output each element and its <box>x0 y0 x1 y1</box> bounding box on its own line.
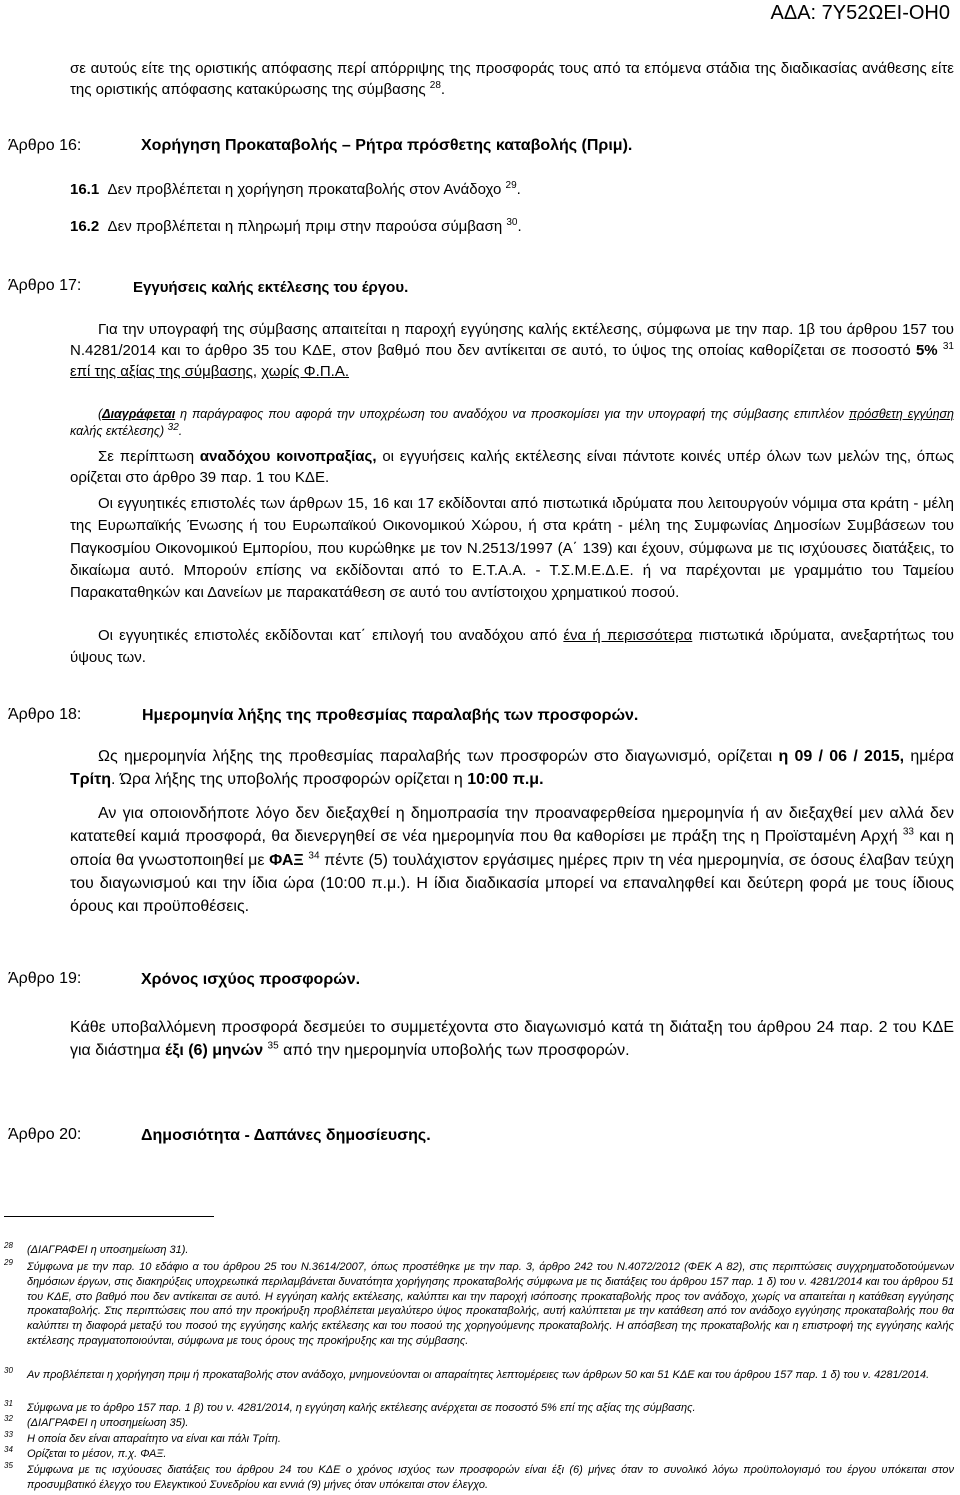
article-18-p1-day-label: ημέρα <box>910 748 954 765</box>
footnote-32 <box>4 1416 954 1431</box>
footnote-number: 35 <box>4 1461 13 1470</box>
deadline-day: Τρίτη <box>70 771 112 788</box>
article-17-paragraph-5 <box>70 625 954 670</box>
footnote-31 <box>4 1401 954 1416</box>
footnote-text: Η οποία δεν είναι απαραίτητο να είναι και πάλι Τρίτη. <box>27 1433 281 1445</box>
article-18-p1-time-label: . Ώρα λήξης της υποβολής προσφορών ορίζεται η <box>111 771 463 788</box>
article-19-label: Άρθρο 19: <box>8 970 82 987</box>
article-17-p3-text: Σε περίπτωση <box>98 448 195 465</box>
footnote-35 <box>4 1463 954 1493</box>
footnote-33 <box>4 1432 954 1447</box>
footnote-number: 31 <box>4 1399 13 1408</box>
article-18-paragraph-1 <box>70 745 954 791</box>
article-19-p1-text: Κάθε υποβαλλόμενη προσφορά δεσμεύει το συμμετέχοντα στο διαγωνισμό κατά τη διάταξη του άρθρου 24 παρ. 2 του ΚΔΕ για διάστημα <box>70 1019 954 1059</box>
footnote-text: Ορίζεται το μέσον, π.χ. ΦΑΞ. <box>27 1448 167 1460</box>
footnote-text: Σύμφωνα με τις ισχύουσες διατάξεις του άρθρου 24 του ΚΔΕ ο χρόνος ισχύος των προσφορών είναι έξι (6) μήνες όταν το συνολικό λόγω προϋπολογισμό του έργου υπόκειται στον προσυμβατικό έλεγχο του Ελεγκτικού Συνεδρίου και εννιά (9) μήνες όταν υπόκειται στον έλεγχο. <box>27 1464 954 1491</box>
article-18-p2-text: Αν για οποιονδήποτε λόγο δεν διεξαχθεί η δημοπρασία την προαναφερθείσα ημερομηνία ή αν διεξαχθεί μεν αλλά δεν κατατεθεί καμιά προσφορά, θα διενεργηθεί σε νέα ημερομηνία που θα καθορίσει με πράξη της η Προϊσταμένη Αρχή <box>70 805 954 846</box>
intro-text: σε αυτούς είτε της οριστικής απόφασης περί απόρριψης της προσφοράς τους από τα επόμενα στάδια της διαδικασίας ανάθεσης είτε της οριστικής απόφασης κατακύρωσης της σύμβασης <box>70 60 954 98</box>
intro-paragraph: σε αυτούς είτε της οριστικής απόφασης περί απόρριψης της προσφοράς τους από τα επόμενα στάδια της διαδικασίας ανάθεσης είτε της οριστικής απόφασης κατακύρωσης της σύμβασης $^{28}$. <box>70 60 954 98</box>
article-17-p5-underlined: ένα ή περισσότερα <box>563 627 693 644</box>
article-17-p1-underlined: επί της αξίας της σύμβασης, <box>70 363 258 380</box>
section-16-2-number: 16.2 <box>70 218 100 235</box>
validity-period: έξι (6) μηνών <box>164 1042 264 1059</box>
footnote-text: Σύμφωνα με το άρθρο 157 παρ. 1 β) του ν. 4281/2014, η εγγύηση καλής εκτέλεσης ανέρχεται σε ποσοστό 5% επί της αξίας της σύμβασης. <box>27 1402 696 1414</box>
article-18-p1-text: Ως ημερομηνία λήξης της προθεσμίας παραλαβής των προσφορών στο διαγωνισμό, ορίζεται <box>98 748 773 765</box>
section-16-1-text: Δεν προβλέπεται η χορήγηση προκαταβολής στον Ανάδοχο <box>107 181 502 198</box>
article-17-paragraph-3 <box>70 446 954 488</box>
article-17-p2-text: η παράγραφος που αφορά την υποχρέωση του αναδόχου να προσκομίσει για την υπογραφή της σύμβασης επιπλέον <box>180 407 844 421</box>
footnote-ref-29[interactable]: 29 <box>505 180 517 191</box>
deadline-time: 10:00 π.μ. <box>467 771 544 788</box>
footnote-number: 32 <box>4 1414 13 1423</box>
footnote-text: (ΔΙΑΓΡΑΦΕΙ η υποσημείωση 31). <box>27 1244 189 1256</box>
footnote-30 <box>4 1368 954 1383</box>
article-19-paragraph-1 <box>70 1016 954 1062</box>
article-17-p1-tail: χωρίς Φ.Π.Α. <box>261 363 349 380</box>
article-17-p2-underlined: πρόσθετη εγγύηση <box>848 407 954 421</box>
article-17-title: Εγγυήσεις καλής εκτέλεσης του έργου. <box>133 279 409 296</box>
article-17-p2-text-end: καλής εκτέλεσης) <box>70 424 165 438</box>
article-18-p2-text-end: πέντε (5) τουλάχιστον εργάσιμες ημέρες πριν τη νέα ημερομηνία, σε όσους έλαβαν τεύχη του διαγωνισμού και την ίδια ώρα (10:00 π.μ.). Η ίδια διαδικασία μπορεί να επαναληφθεί και δεύτερη φορά με τους ίδιους όρους και προϋποθέσεις. <box>70 851 955 916</box>
article-18-title: Ημερομηνία λήξης της προθεσμίας παραλαβής των προσφορών. <box>142 707 639 724</box>
article-17-paragraph-2: (Διαγράφεται η παράγραφος που αφορά την υποχρέωση του αναδόχου να προσκομίσει για την υπογραφή της σύμβασης επιπλέον πρόσθετη εγγύηση καλής εκτέλεσης) $^{32}$. <box>70 407 954 438</box>
footnote-separator <box>4 1216 214 1217</box>
ada-code: ΑΔΑ: 7Υ52ΩΕΙ-ΟΗ0 <box>770 2 950 24</box>
footnote-ref-35[interactable]: 35 <box>267 1040 279 1052</box>
footnote-ref-31[interactable]: 31 <box>942 341 954 352</box>
section-16-2-text: Δεν προβλέπεται η πληρωμή πριμ στην παρούσα σύμβαση <box>107 218 503 235</box>
section-16-1-number: 16.1 <box>70 181 100 198</box>
article-16-label: Άρθρο 16: <box>8 137 82 154</box>
article-17-p2-open: ( <box>98 407 103 421</box>
deadline-date: η 09 / 06 / 2015, <box>778 748 905 765</box>
footnote-number: 28 <box>4 1241 13 1250</box>
article-17-paragraph-1 <box>70 319 954 382</box>
footnote-number: 29 <box>4 1258 13 1267</box>
article-19-title: Χρόνος ισχύος προσφορών. <box>141 971 361 988</box>
article-17-p5-text-end: πιστωτικά ιδρύματα, ανεξαρτήτως του ύψους των. <box>70 627 954 667</box>
footnote-number: 34 <box>4 1445 13 1454</box>
article-17-label: Άρθρο 17: <box>8 277 82 294</box>
article-20-title: Δημοσιότητα - Δαπάνες δημοσίευσης. <box>141 1127 431 1144</box>
article-20-label: Άρθρο 20: <box>8 1126 82 1143</box>
article-17-p2-deleted: Διαγράφεται <box>102 407 176 421</box>
guarantee-percent: 5% <box>915 342 938 359</box>
article-19-p1-text-end: από την ημερομηνία υποβολής των προσφορών. <box>283 1042 630 1059</box>
section-16-1: 16.1 Δεν προβλέπεται η χορήγηση προκαταβολής στον Ανάδοχο $^{29}$. <box>70 180 521 198</box>
footnote-ref-30[interactable]: 30 <box>506 217 518 228</box>
joint-venture-term: αναδόχου κοινοπραξίας, <box>199 448 377 465</box>
footnote-number: 33 <box>4 1430 13 1439</box>
footnote-29 <box>4 1260 954 1349</box>
section-16-2: 16.2 Δεν προβλέπεται η πληρωμή πριμ στην παρούσα σύμβαση $^{30}$. <box>70 217 522 235</box>
article-18-paragraph-2 <box>70 802 954 918</box>
article-17-paragraph-4: Οι εγγυητικές επιστολές των άρθρων 15, 16 και 17 εκδίδονται από πιστωτικά ιδρύματα που λειτουργούν νόμιμα στα κράτη - μέλη της Ευρωπαϊκής Ένωσης ή του Ευρωπαϊκού Οικονομικού Χώρου, ή στα κράτη - μέλη της Συμφωνίας Δημοσίων Συμβάσεων του Παγκοσμίου Οικονομικού Εμπορίου, που κυρώθηκε με τον Ν.2513/1997 (Α΄ 139) και έχουν, σύμφωνα με τις ισχύουσες διατάξεις, το δικαίωμα αυτό. Μπορούν επίσης να εκδίδονται από το Ε.Τ.Α.Α. - Τ.Σ.Μ.Ε.Δ.Ε. ή να παρέχονται με γραμμάτιο του Ταμείου Παρακαταθηκών και Δανείων με παρακατάθεση σε αυτό του αντίστοιχου χρηματικού ποσού. <box>70 495 954 602</box>
footnote-text: Σύμφωνα με την παρ. 10 εδάφιο α του άρθρου 25 του Ν.3614/2007, όπως προστέθηκε με την παρ. 3, άρθρο 242 του Ν.4072/2012 (ΦΕΚ Α 82), στις περιπτώσεις συγχρηματοδοτούμενων δημόσιων έργων, στις διακηρύξεις υποχρεωτικά περιλαμβάνεται δυνατότητα χορήγησης προκαταβολής σύμφωνα με τις διατάξεις του άρθρου 157 παρ. 1 δ) του ν. 4281/2014 και του άρθρου 51 του ΚΔΕ, στο βαθμό που δεν αντίκειται σε αυτό. Η εγγύηση καλής εκτέλεσης, καλύπτει και την παροχή ισόποσης προκαταβολής προς τον ανάδοχο, χωρίς να απαιτείται η κατάθεση εγγύησης προκαταβολής. Στις περιπτώσεις που από την προκήρυξη προβλέπεται μεγαλύτερο ύψος προκαταβολής, αυτή καλύπτεται με την κατάθεση από τον ανάδοχο εγγύησης προκαταβολής που θα καλύπτει τη διαφορά μεταξύ του ποσού της εγγύησης καλής εκτέλεσης και του ποσού της χορηγούμενης προκαταβολής. Η απόσβεση της προκαταβολής και η επιστροφή της εγγύησης καλής εκτέλεσης πραγματοποιούνται, σύμφωνα με τους όρους της προκήρυξης και της σύμβασης. <box>27 1261 954 1347</box>
footnote-34 <box>4 1447 954 1462</box>
fax-term: ΦΑΞ <box>269 851 304 869</box>
footnote-ref-34[interactable]: 34 <box>308 850 320 862</box>
article-17-p3-text-end: οι εγγυήσεις καλής εκτέλεσης είναι πάντοτε κοινές υπέρ όλων των μελών της, όπως ορίζεται στο άρθρο 39 παρ. 1 του ΚΔΕ. <box>70 448 955 486</box>
footnote-ref-32[interactable]: 32 <box>167 421 179 433</box>
article-18-p2-text-mid: και η οποία θα γνωστοποιηθεί με <box>70 828 954 869</box>
footnote-ref-28[interactable]: 28 <box>429 80 441 91</box>
footnote-text: (ΔΙΑΓΡΑΦΕΙ η υποσημείωση 35). <box>27 1417 189 1429</box>
article-16-title: Χορήγηση Προκαταβολής – Ρήτρα πρόσθετης καταβολής (Πριμ). <box>141 137 633 154</box>
footnote-text: Αν προβλέπεται η χορήγηση πριμ ή προκαταβολής στον ανάδοχο, μνημονεύονται οι απαραίτητες λεπτομέρειες των άρθρων 50 και 51 ΚΔΕ και του άρθρου 157 παρ. 1 δ) του ν. 4281/2014. <box>27 1369 930 1381</box>
footnote-ref-33[interactable]: 33 <box>902 826 914 838</box>
footnote-number: 30 <box>4 1366 13 1375</box>
article-17-p5-text: Οι εγγυητικές επιστολές εκδίδονται κατ΄ επιλογή του αναδόχου από <box>98 627 558 644</box>
article-18-label: Άρθρο 18: <box>8 706 82 723</box>
footnote-28 <box>4 1243 954 1258</box>
article-17-p1-text: Για την υπογραφή της σύμβασης απαιτείται η παροχή εγγύησης καλής εκτέλεσης, σύμφωνα με την παρ. 1β του άρθρου 157 του Ν.4281/2014 και το άρθρο 35 του ΚΔΕ, στον βαθμό που δεν αντίκειται σε αυτό, το ύψος της οποίας καθορίζεται σε ποσοστό <box>70 321 954 359</box>
